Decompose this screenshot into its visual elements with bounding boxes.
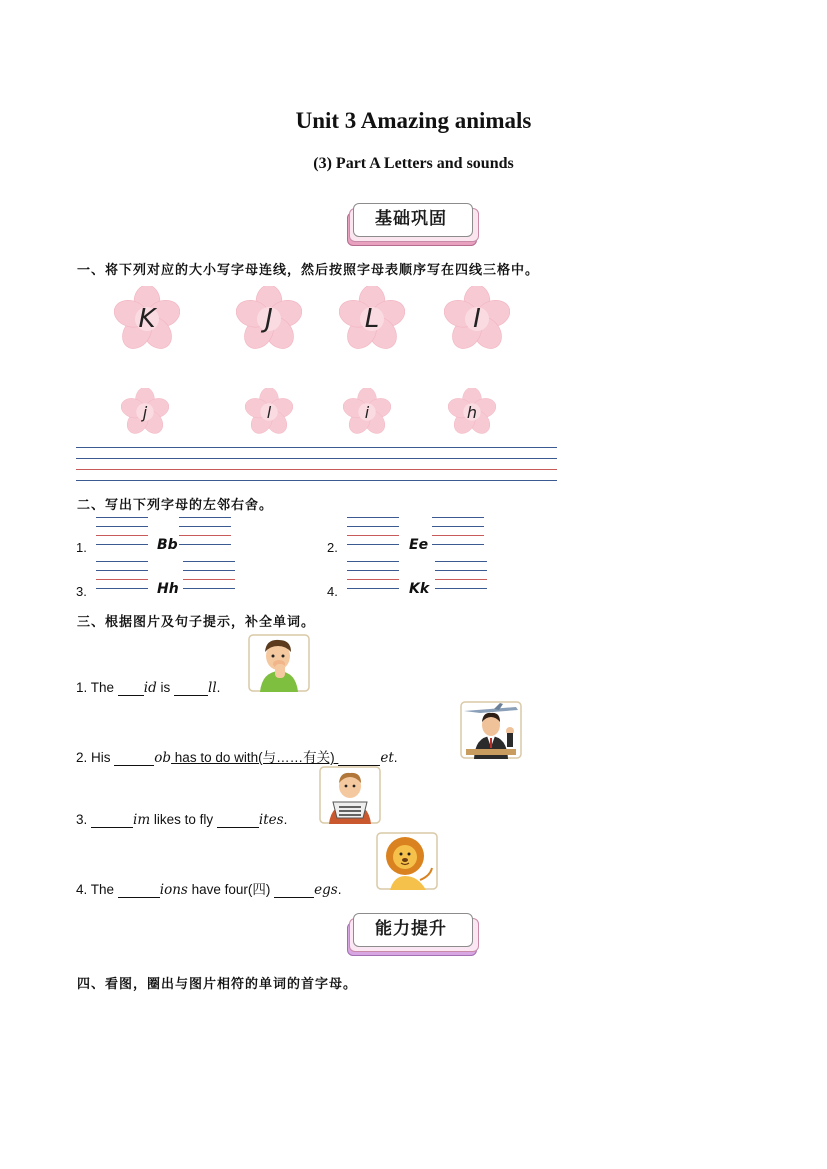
word-hint: egs — [314, 882, 338, 898]
sentence-text: is — [156, 680, 175, 695]
sentence-text: likes to fly — [150, 812, 217, 827]
blank-left[interactable] — [347, 517, 399, 553]
sentence-text: . — [216, 680, 221, 695]
boy-kite-picture — [319, 766, 381, 824]
lion-picture — [376, 832, 438, 890]
flower-uppercase-i[interactable] — [444, 286, 510, 352]
sentence-text: . — [393, 750, 398, 765]
boy-touching-nose-icon — [248, 634, 310, 692]
answer-blank[interactable] — [114, 750, 154, 766]
four-line-staff[interactable] — [76, 447, 557, 483]
section3-heading: 三、根据图片及句子提示，补全单词。 — [77, 615, 316, 630]
section-banner-advanced — [345, 910, 479, 958]
section-banner-basic — [345, 200, 479, 248]
flower-letter: L — [364, 304, 380, 334]
answer-blank[interactable] — [217, 812, 259, 828]
blank-right[interactable] — [179, 517, 231, 553]
page-title: Unit 3 Amazing animals — [295, 108, 532, 133]
item-number: 4. — [327, 584, 338, 599]
flower-letter: h — [466, 402, 478, 422]
flower-uppercase-k[interactable] — [114, 286, 180, 352]
sentence-2 — [76, 746, 398, 766]
sentence-text: 3. — [76, 812, 92, 827]
word-hint: id — [143, 680, 157, 696]
lion-icon — [376, 832, 438, 890]
item-number: 1. — [76, 540, 87, 555]
flower-lowercase-i[interactable] — [343, 388, 391, 436]
flower-lowercase-j[interactable] — [121, 388, 169, 436]
sentence-text: 1. The — [76, 680, 118, 695]
answer-blank[interactable] — [274, 882, 314, 898]
word-hint: ites — [258, 812, 284, 828]
flower-lowercase-l[interactable] — [245, 388, 293, 436]
blank-left[interactable] — [96, 561, 148, 597]
sentence-4 — [76, 878, 341, 898]
sentence-text: has to do with(与……有关) — [171, 750, 339, 765]
section2-heading: 二、写出下列字母的左邻右舍。 — [77, 498, 274, 513]
item-number: 2. — [327, 540, 338, 555]
letter-pair: Ee — [409, 537, 429, 553]
answer-blank[interactable] — [338, 750, 380, 766]
businessman-icon — [460, 701, 522, 759]
sentence-text: . — [283, 812, 288, 827]
sentence-text: . — [337, 882, 342, 897]
sentence-text: have four(四) — [187, 882, 275, 897]
blank-right[interactable] — [183, 561, 235, 597]
answer-blank[interactable] — [91, 812, 133, 828]
word-hint: ions — [159, 882, 188, 898]
flower-letter: K — [138, 304, 156, 334]
word-hint: im — [133, 812, 151, 828]
blank-left[interactable] — [96, 517, 148, 553]
answer-blank[interactable] — [118, 882, 160, 898]
blank-left[interactable] — [347, 561, 399, 597]
word-hint: et — [380, 750, 394, 766]
sentence-1 — [76, 680, 220, 696]
letter-pair: Bb — [157, 537, 178, 553]
flower-letter: l — [266, 402, 272, 422]
item-number: 3. — [76, 584, 87, 599]
sentence-text: 2. His — [76, 750, 115, 765]
blank-right[interactable] — [432, 517, 484, 553]
word-hint: ob — [154, 750, 172, 766]
section4-heading: 四、看图，圈出与图片相符的单词的首字母。 — [77, 977, 358, 992]
sentence-3 — [76, 812, 287, 828]
flower-letter: J — [265, 304, 273, 334]
sentence-text: 4. The — [76, 882, 118, 897]
blank-right[interactable] — [435, 561, 487, 597]
banner-label: 能力提升 — [375, 919, 447, 939]
flower-uppercase-j[interactable] — [236, 286, 302, 352]
man-airplane-picture — [460, 701, 522, 759]
answer-blank[interactable] — [174, 680, 208, 696]
word-hint: ll — [208, 680, 217, 696]
page-subtitle: (3) Part A Letters and sounds — [313, 155, 514, 172]
flower-letter: j — [142, 402, 148, 422]
flower-uppercase-l[interactable] — [339, 286, 405, 352]
flower-letter: I — [473, 304, 481, 334]
letter-pair: Kk — [409, 581, 430, 597]
section1-heading: 一、将下列对应的大小写字母连线，然后按照字母表顺序写在四线三格中。 — [77, 263, 540, 278]
banner-label: 基础巩固 — [375, 209, 447, 229]
boy-picture — [248, 634, 310, 692]
flower-lowercase-h[interactable] — [448, 388, 496, 436]
answer-blank[interactable] — [118, 680, 144, 696]
letter-pair: Hh — [157, 581, 179, 597]
boy-with-kite-icon — [319, 766, 381, 824]
flower-letter: i — [364, 402, 370, 422]
